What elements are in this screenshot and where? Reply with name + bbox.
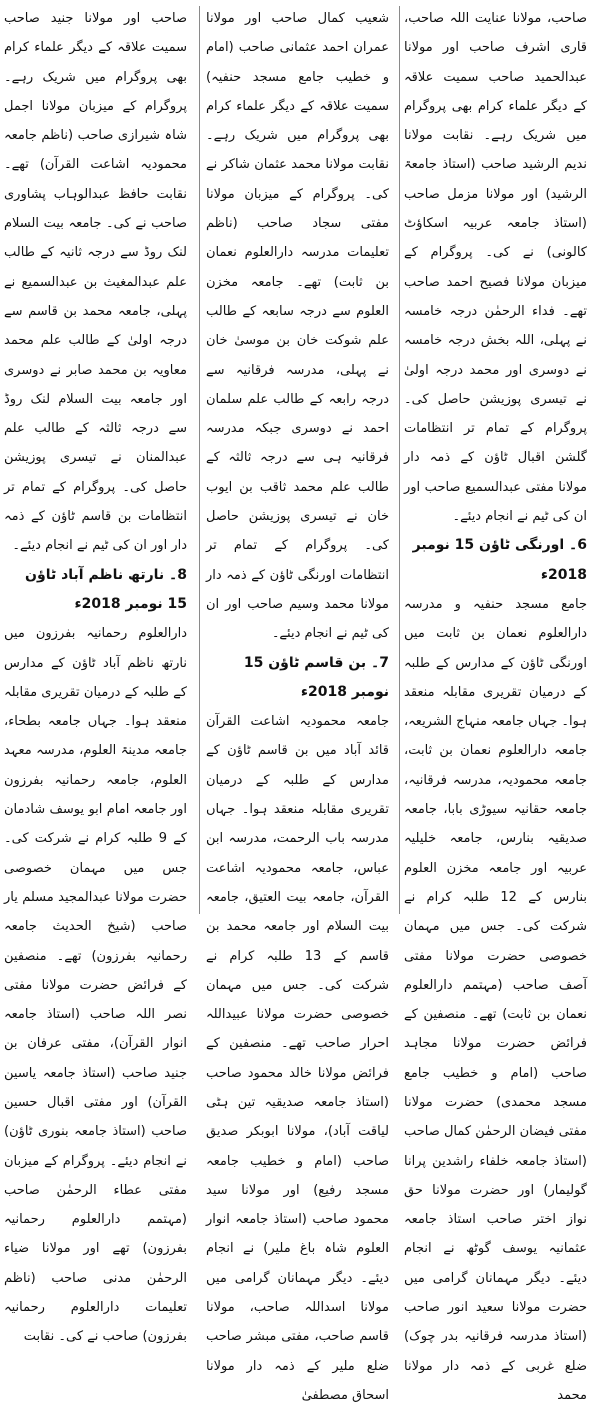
article-column-right	[403, 4, 587, 1403]
section-heading: 7۔ بن قاسم ٹاؤن 15 نومبر 2018ء	[243, 654, 389, 700]
paragraph: جامعہ محمودیہ اشاعت القرآن قائد آباد میں بن قاسم ٹاؤن کے مدارس کے طلبہ کے درمیان تقریری مقابلہ منعقد ہوا۔ جہاں مدرسہ باب الرحمت، مدرسہ ابن عباس، جامعہ محمودیہ اشاعت القرآن، جامعہ بیت العتیق، جامعہ بیت السلام اور جامعہ محمد بن قاسم کے 13 طلبہ کرام نے شرکت کی۔ جس میں مہمان خصوصی حضرت مولانا عبیداللہ احرار صاحب تھے۔ منصفین کے فرائض مولانا خالد محمود صاحب (استاذ جامعہ صدیقیہ تین ہٹی لیاقت آباد)، مولانا ابوبکر صدیق صاحب (امام و خطیب جامعہ مسجد رفیع) اور مولانا سید محمود صاحب (استاذ جامعہ انوار العلوم شاہ باغ ملیر) نے انجام دیئے۔ دیگر مہمانان گرامی میں مولانا اسداللہ صاحب، مولانا قاسم صاحب، مفتی مبشر صاحب ضلع ملیر کے ذمہ دار مولانا اسحاق مصطفیٰ	[206, 714, 389, 1403]
paragraph: شعیب کمال صاحب اور مولانا عمران احمد عثمانی صاحب (امام و خطیب جامع مسجد حنفیہ) سمیت علاقہ کے دیگر علماء کرام بھی پروگرام میں شریک رہے۔ نقابت مولانا محمد عثمان شاکر نے کی۔ پروگرام کے میزبان مولانا مفتی سجاد صاحب (ناظم تعلیمات مدرسہ دارالعلوم نعمان بن ثابت) تھے۔ جامعہ مخزن العلوم سے درجہ سابعہ کے طالب علم شوکت خان بن موسیٰ خان نے پہلی، مدرسہ فرقانیہ سے درجہ رابعہ کے طالب علم سلمان احمد نے دوسری جبکہ مدرسہ فرقانیہ ہی سے درجہ ثالثہ کے طالب علم محمد ثاقب بن ایوب خان نے تیسری پوزیشن حاصل کی۔ پروگرام کے تمام تر انتظامات اورنگی ٹاؤن کے ذمہ دار مولانا محمد وسیم صاحب اور ان کی ٹیم نے انجام دیئے۔	[206, 11, 389, 642]
paragraph: صاحب، مولانا عنایت اللہ صاحب، قاری اشرف صاحب اور مولانا عبدالحمید صاحب سمیت علاقہ کے دیگر علماء کرام بھی پروگرام میں شریک رہے۔ نقابت مولانا ندیم الرشید صاحب (استاذ جامعۃ الرشید) اور مولانا مزمل صاحب (استاذ جامعہ عربیہ اسکاؤٹ کالونی) نے کی۔ پروگرام کے میزبان مولانا فصیح احمد صاحب تھے۔ فداء الرحمٰن درجہ خامسہ نے پہلی، اللہ بخش درجہ خامسہ نے دوسری اور محمد درجہ اولیٰ نے تیسری پوزیشن حاصل کی۔ پروگرام کے تمام تر انتظامات گلشن اقبال ٹاؤن کے ذمہ دار مولانا مفتی عبدالسمیع صاحب اور ان کی ٹیم نے انجام دیئے۔	[404, 11, 587, 525]
section-heading: 8۔ نارتھ ناظم آباد ٹاؤن 15 نومبر 2018ء	[25, 566, 187, 612]
article-column-left	[4, 4, 187, 1345]
column-divider	[199, 6, 200, 914]
paragraph: جامع مسجد حنفیہ و مدرسہ دارالعلوم نعمان بن ثابت میں اورنگی ٹاؤن کے مدارس کے طلبہ کے درمیان تقریری مقابلہ منعقد ہوا۔ جہاں جامعہ منہاج الشریعہ، جامعہ دارالعلوم نعمان بن ثابت، جامعہ محمودیہ، مدرسہ فرقانیہ، جامعہ حقانیہ سیوڑی بابا، جامعہ صدیقیہ بنارس، جامعہ خلیلیہ عربیہ اور جامعہ مخزن العلوم بنارس کے 12 طلبہ کرام نے شرکت کی۔ جس میں مہمان خصوصی حضرت مولانا مفتی آصف صاحب (مہتمم دارالعلوم نعمان بن ثابت) تھے۔ منصفین کے فرائض حضرت مولانا مجاہد صاحب (امام و خطیب جامع مسجد محمدی) حضرت مولانا مفتی فیضان الرحمٰن کمال صاحب (استاذ جامعہ خلفاء راشدین پرانا گولیمار) اور حضرت مولانا حق نواز اختر صاحب استاذ جامعہ عثمانیہ یوسف گوٹھ نے انجام دیئے۔ دیگر مہمانان گرامی میں حضرت مولانا سعید انور صاحب (استاذ مدرسہ فرقانیہ بدر چوک) ضلع غربی کے ذمہ دار مولانا محمد	[403, 596, 587, 1403]
paragraph: صاحب اور مولانا جنید صاحب سمیت علاقہ کے دیگر علماء کرام بھی پروگرام میں شریک رہے۔ پروگرام کے میزبان مولانا اجمل شاہ شیرازی صاحب (ناظم جامعہ محمودیہ اشاعت القرآن) تھے۔ نقابت حافظ عبدالوہاب پشاوری صاحب نے کی۔ جامعہ بیت السلام لنک روڈ سے درجہ ثانیہ کے طالب علم عبدالمغیث بن عبدالسمیع نے پہلی، جامعہ محمد بن قاسم سے درجہ اولیٰ کے طالب علم محمد معاویہ بن محمد صابر نے دوسری اور جامعہ بیت السلام لنک روڈ سے درجہ ثالثہ کے طالب علم عبدالمنان نے تیسری پوزیشن حاصل کی۔ پروگرام کے تمام تر انتظامات بن قاسم ٹاؤن کے ذمہ دار اور ان کی ٹیم نے انجام دیئے۔	[4, 11, 187, 554]
section-heading: 6۔ اورنگی ٹاؤن 15 نومبر 2018ء	[412, 537, 587, 583]
paragraph: دارالعلوم رحمانیہ بفرزون میں نارتھ ناظم آباد ٹاؤن کے مدارس کے طلبہ کے درمیان تقریری مقابلہ منعقد ہوا۔ جہاں جامعہ بطحاء، جامعہ مدینۃ العلوم، مدرسہ معہد العلوم، جامعہ رحمانیہ بفرزون اور جامعہ امام ابو یوسف شادمان کے 9 طلبہ کرام نے شرکت کی۔ جس میں مہمان خصوصی حضرت مولانا عبدالمجید مسلم یار صاحب (شیخ الحدیث جامعہ رحمانیہ بفرزون) تھے۔ منصفین کے فرائض حضرت مولانا مفتی نصر اللہ صاحب (استاذ جامعہ انوار القرآن)، مفتی عرفان بن جنید صاحب (استاذ جامعہ یاسین القرآن) اور مفتی اقبال حسین صاحب (استاذ جامعہ بنوری ٹاؤن) نے انجام دیئے۔ پروگرام کے میزبان مفتی عطاء الرحمٰن صاحب (مہتمم دارالعلوم رحمانیہ بفرزون) تھے اور مولانا ضیاء الرحمٰن مدنی صاحب (ناظم تعلیمات دارالعلوم رحمانیہ بفرزون) صاحب نے کی۔ نقابت	[4, 626, 187, 1345]
column-divider	[399, 6, 400, 914]
article-column-middle	[206, 4, 389, 1403]
